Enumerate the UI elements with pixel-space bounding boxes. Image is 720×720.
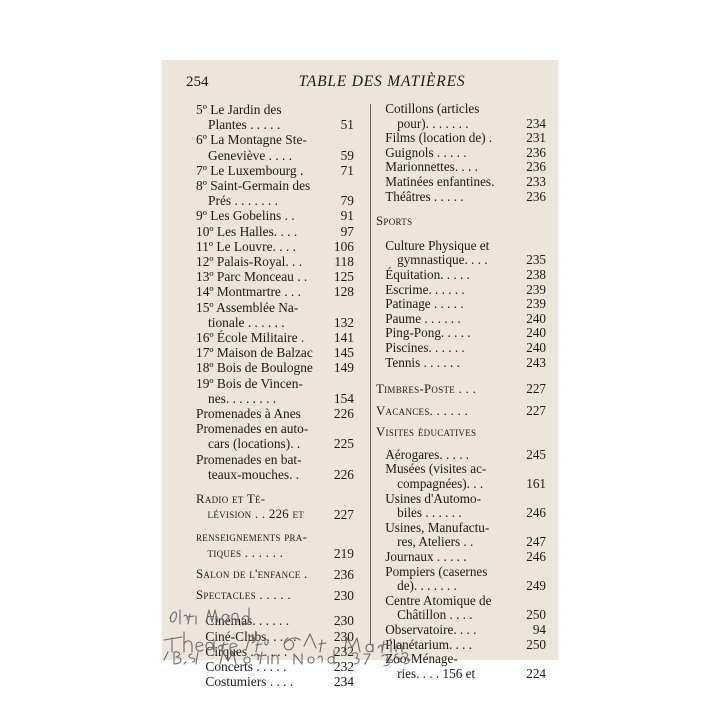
entry-title: Équitation. . . . .: [385, 266, 470, 282]
entry-title: Ping-Pong. . . . .: [385, 325, 471, 341]
entry-title: Cotillons (articles pour). . . . . . .: [385, 101, 480, 131]
entry-title: Promenades en bat- teaux-mouches. .: [196, 451, 302, 482]
right-toc-entry: [376, 521, 546, 550]
entry-page-number: 247: [526, 534, 546, 550]
entry-page-number: 97: [340, 223, 354, 239]
entry-page-number: 132: [333, 314, 354, 330]
entry-page-number: 79: [340, 193, 354, 209]
entry-title: Sports: [376, 214, 413, 229]
entry-page-number: 232: [333, 658, 354, 674]
left-toc-entry: [196, 330, 354, 345]
right-toc-entry: [376, 382, 546, 397]
right-toc-entry: [376, 283, 546, 298]
entry-page-number: 94: [532, 622, 546, 637]
entry-title: Cirques . . . . . .: [205, 643, 288, 659]
right-toc-entry: [376, 425, 546, 440]
entry-title: Marionnettes. . . .: [385, 159, 478, 175]
entry-page-number: 230: [333, 613, 354, 629]
entry-page-number: 106: [333, 238, 354, 254]
entry-title: Musées (visites ac- compagnées). . .: [385, 461, 487, 492]
right-toc-entry: [376, 160, 546, 175]
entry-title: 12º Palais-Royal. . .: [196, 254, 303, 270]
left-toc-entry: [196, 588, 354, 603]
entry-title: Spectacles . . . . .: [196, 588, 291, 603]
entry-title: Escrime. . . . . .: [385, 281, 465, 297]
entry-page-number: 236: [526, 144, 546, 160]
entry-title: 14º Montmartre . . .: [196, 284, 301, 300]
entry-page-number: 234: [526, 115, 546, 131]
entry-page-number: 145: [333, 345, 354, 361]
entry-page-number: 227: [526, 402, 546, 418]
right-toc-entry: [376, 131, 546, 146]
page-number: 254: [186, 74, 209, 90]
entry-page-number: 233: [526, 173, 546, 189]
entry-title: Paume . . . . . .: [385, 310, 461, 326]
entry-title: Centre Atomique de Châtillon . . . .: [385, 592, 492, 623]
entry-title: 8º Saint-Germain des Prés . . . . . . .: [196, 178, 311, 209]
left-toc-entry: [196, 239, 354, 254]
entry-title: Radio et Té- lévision . . 226 et: [196, 492, 305, 522]
left-toc-entry: [196, 452, 354, 482]
entry-title: renseignements pra- tiques . . . . . .: [196, 530, 308, 560]
book-page: [162, 60, 558, 690]
right-toc-entry: [376, 146, 546, 161]
handwritten-annotation: [162, 604, 558, 664]
entry-page-number: 236: [333, 566, 354, 582]
entry-title: Tennis . . . . . .: [385, 354, 460, 370]
entry-title: Matinées enfantines.: [385, 173, 495, 189]
entry-page-number: 246: [526, 505, 546, 521]
entry-page-number: 250: [526, 607, 546, 623]
entry-page-number: 243: [526, 354, 546, 370]
entry-page-number: 235: [526, 252, 546, 268]
left-toc-entry: [196, 208, 354, 223]
entry-title: 19º Bois de Vincen- nes. . . . . . . .: [196, 375, 303, 406]
left-toc-entry: [196, 345, 354, 360]
left-toc-entry: [196, 284, 354, 299]
right-toc-entry: [376, 190, 546, 205]
entry-page-number: 51: [340, 117, 354, 133]
right-toc-entry: [376, 312, 546, 327]
left-toc-entry: [196, 178, 354, 208]
entry-title: Patinage . . . . .: [385, 296, 464, 312]
entry-page-number: 161: [526, 476, 546, 492]
entry-title: Costumiers . . . .: [205, 674, 294, 690]
entry-title: Salon de l'enfance .: [196, 566, 308, 581]
left-toc-entry: [196, 492, 354, 522]
left-toc-entry: [196, 406, 354, 421]
entry-page-number: 226: [333, 406, 354, 422]
right-toc-entry: [376, 297, 546, 312]
right-toc-entry: [376, 326, 546, 341]
page-title: TABLE DES MATIÈRES: [298, 73, 466, 90]
right-toc-entry: [376, 239, 546, 268]
left-toc-entry: [196, 376, 354, 406]
entry-page-number: 225: [333, 436, 354, 452]
right-toc-entry: [376, 492, 546, 521]
entry-page-number: 234: [333, 674, 354, 690]
left-toc-entry: [196, 674, 354, 689]
left-toc-entry: [196, 530, 354, 560]
entry-title: Journaux . . . . .: [385, 549, 467, 565]
entry-page-number: 231: [526, 130, 546, 146]
entry-page-number: 240: [526, 310, 546, 326]
entry-title: Théâtres . . . . .: [385, 188, 464, 204]
entry-title: Usines, Manufactu- res, Ateliers . .: [385, 519, 490, 550]
right-toc-entry: [376, 102, 546, 131]
left-toc-entry: [196, 269, 354, 284]
entry-title: Concerts . . . . .: [205, 658, 287, 674]
entry-title: 7º Le Luxembourg .: [196, 162, 304, 178]
entry-title: Timbres-Poste . . .: [376, 382, 477, 397]
entry-title: Ciné-Clubs. . . . .: [205, 628, 297, 644]
entry-title: Promenades à Anes: [196, 406, 301, 422]
entry-title: 5º Le Jardin des Plantes . . . . .: [196, 102, 282, 133]
entry-page-number: 141: [333, 330, 354, 346]
left-toc-entry: [196, 300, 354, 330]
entry-page-number: 125: [333, 269, 354, 285]
right-toc-entry: [376, 214, 546, 229]
left-toc-entry: [196, 224, 354, 239]
column-divider: [370, 104, 371, 644]
right-toc-entry: [376, 462, 546, 491]
entry-title: Usines d'Automo- biles . . . . . .: [385, 490, 482, 521]
entry-title: Promenades en auto- cars (locations). .: [196, 421, 309, 452]
entry-page-number: 240: [526, 325, 546, 341]
entry-page-number: 250: [526, 636, 546, 652]
left-toc-entry: [196, 102, 354, 132]
entry-title: Planétarium. . . .: [385, 636, 473, 652]
entry-page-number: 224: [526, 665, 546, 681]
entry-page-number: 91: [340, 208, 354, 224]
left-toc-entry: [196, 567, 354, 582]
entry-title: 16º École Militaire .: [196, 330, 305, 346]
right-toc-entry: [376, 356, 546, 371]
left-toc-entry: [196, 421, 354, 451]
entry-page-number: 232: [333, 643, 354, 659]
entry-page-number: 239: [526, 296, 546, 312]
entry-title: 17º Maison de Balzac: [196, 345, 313, 361]
entry-page-number: 128: [333, 284, 354, 300]
entry-title: Culture Physique et gymnastique. . . .: [385, 237, 490, 268]
entry-title: 10º Les Halles. . . .: [196, 223, 298, 239]
left-toc-entry: [196, 132, 354, 162]
right-toc-entry: [376, 268, 546, 283]
entry-title: 11º Le Louvre. . . .: [196, 238, 296, 254]
entry-title: Vacances. . . . . .: [376, 403, 469, 418]
entry-title: 13º Parc Monceau . .: [196, 269, 308, 285]
entry-title: Films (location de) .: [385, 130, 493, 146]
entry-page-number: 236: [526, 159, 546, 175]
entry-title: Observatoire. . . .: [385, 622, 477, 637]
entry-title: Guignols . . . . .: [385, 144, 467, 160]
entry-title: 6º La Montagne Ste- Geneviève . . . .: [196, 132, 307, 163]
entry-page-number: 230: [333, 588, 354, 604]
entry-page-number: 71: [340, 162, 354, 178]
right-toc-entry: [376, 565, 546, 594]
entry-page-number: 149: [333, 360, 354, 376]
right-toc-entry: [376, 404, 546, 419]
entry-page-number: 240: [526, 339, 546, 355]
entry-page-number: 238: [526, 266, 546, 282]
right-toc-entry: [376, 341, 546, 356]
entry-title: Zoo-Ménage- ries. . . . 156 et: [385, 651, 476, 681]
right-toc-entry: [376, 175, 546, 190]
entry-page-number: 236: [526, 188, 546, 204]
left-column: [196, 102, 354, 689]
entry-page-number: 230: [333, 628, 354, 644]
entry-page-number: 219: [333, 545, 354, 561]
entry-title: Pompiers (casernes de). . . . . . .: [385, 563, 488, 594]
entry-title: Aérogares. . . . .: [385, 446, 470, 462]
entry-page-number: 246: [526, 549, 546, 565]
entry-title: Visites éducatives: [376, 425, 477, 440]
entry-title: Cinémas. . . . . .: [205, 613, 290, 629]
entry-page-number: 118: [334, 254, 354, 270]
right-toc-entry: [376, 550, 546, 565]
entry-page-number: 239: [526, 281, 546, 297]
left-toc-entry: [196, 360, 354, 375]
entry-title: 18º Bois de Boulogne: [196, 360, 313, 376]
left-toc-entry: [196, 163, 354, 178]
entry-page-number: 227: [333, 507, 354, 523]
entry-page-number: 154: [333, 390, 354, 406]
right-toc-entry: [376, 448, 546, 463]
entry-page-number: 227: [526, 381, 546, 397]
entry-page-number: 245: [526, 446, 546, 462]
entry-page-number: 249: [526, 578, 546, 594]
entry-page-number: 226: [333, 466, 354, 482]
left-toc-entry: [196, 254, 354, 269]
entry-title: Piscines. . . . . .: [385, 339, 465, 355]
entry-page-number: 59: [340, 147, 354, 163]
entry-title: 9º Les Gobelins . .: [196, 208, 295, 224]
right-column: [376, 102, 546, 681]
entry-title: 15º Assemblée Na- tionale . . . . . .: [196, 299, 299, 330]
